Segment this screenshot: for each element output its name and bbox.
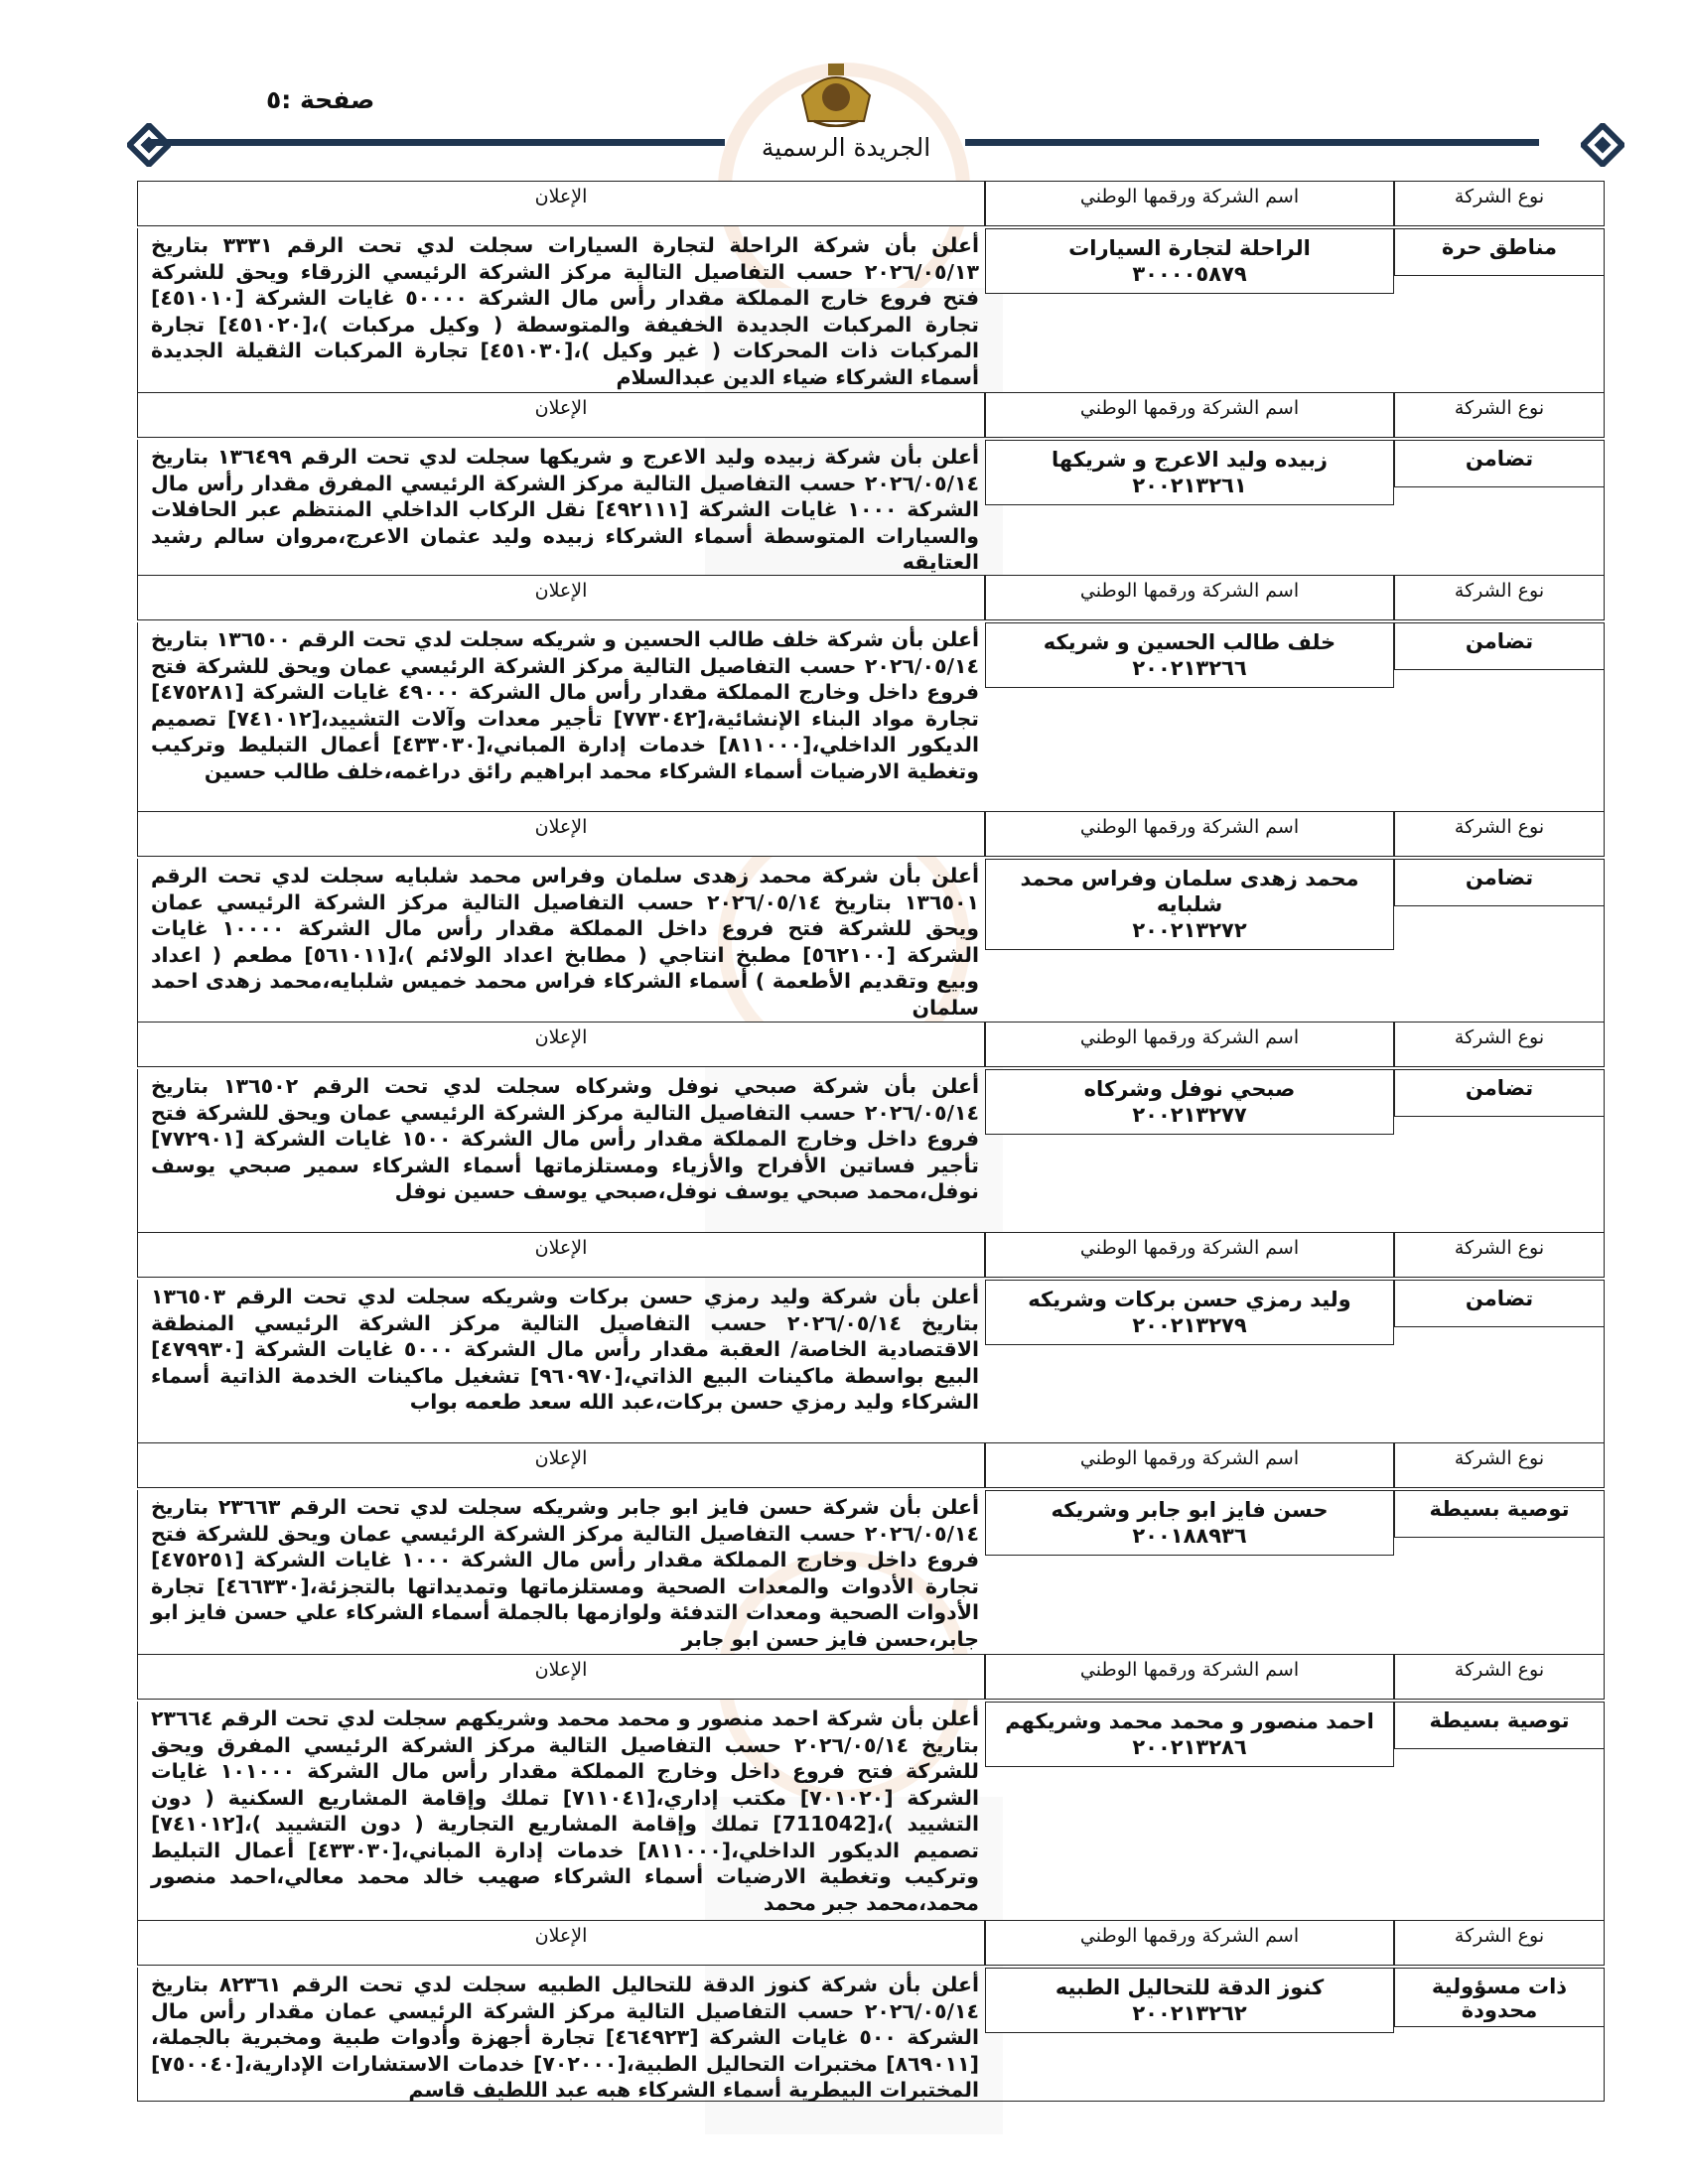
company-entry — [137, 1022, 1605, 1232]
company-entry — [137, 392, 1605, 575]
header-type: نوع الشركة — [1394, 181, 1605, 226]
header-announcement: الإعلان — [137, 181, 985, 226]
header-name: اسم الشركة ورقمها الوطني — [985, 1654, 1394, 1700]
national-number: ٣٠٠٠٠٥٨٧٩ — [1132, 262, 1247, 286]
announcement-text: أعلن بأن شركة كنوز الدقة للتحاليل الطبيه سجلت لدي تحت الرقم ٨٢٣٦١ بتاريخ ٢٠٢٦/٠٥/١٤ حسب التفاصيل التالية مركز الشركة الرئيسي عمان مقدار رأس مال الشركة ٥٠٠ غايات الشركة [٤٦٤٩٢٣] تجارة أجهزة وأدوات طبية ومخبرية بالجملة،[٨٦٩٠١١] مختبرات التحاليل الطبية،[٧٠٢٠٠٠] خدمات الاستشارات الإدارية،[٧٥٠٠٤٠] المختبرات البيطرية أسماء الشركاء هبه عبد اللطيف قاسم — [151, 1973, 980, 2102]
company-entry — [137, 1654, 1605, 1920]
header-type: نوع الشركة — [1394, 1920, 1605, 1966]
company-type: ذات مسؤولية محدودة — [1394, 1968, 1605, 2027]
company-name-text: حسن فايز ابو جابر وشريكه — [1051, 1498, 1329, 1522]
company-name — [985, 1968, 1394, 2033]
company-name — [985, 228, 1394, 294]
header-announcement: الإعلان — [137, 575, 985, 620]
company-entry — [137, 575, 1605, 811]
ornament-icon — [127, 123, 171, 167]
header-type: نوع الشركة — [1394, 575, 1605, 620]
announcement-text: أعلن بأن شركة محمد زهدى سلمان وفراس محمد شلبايه سجلت لدي تحت الرقم ١٣٦٥٠١ بتاريخ ٢٠٢٦/٠٥/١٤ حسب التفاصيل التالية مركز الشركة الرئيسي عمان ويحق للشركة فتح فروع داخل المملكة مقدار رأس مال الشركة ١٠٠٠٠ غايات الشركة [٥٦٢١٠٠] مطبخ انتاجي ( مطابخ اعداد الولائم )،[٥٦١٠١١] مطعم ( اعداد وبيع وتقديم الأطعمة ) أسماء الشركاء فراس محمد خميس شلبايه،محمد زهدى احمد سلمان — [151, 864, 979, 1020]
ornament-icon — [1581, 123, 1624, 167]
company-entry — [137, 181, 1605, 392]
company-name-text: صبحي نوفل وشركاه — [1083, 1077, 1296, 1101]
company-type: تضامن — [1394, 622, 1605, 670]
announcement-text: أعلن بأن شركة صبحي نوفل وشركاه سجلت لدي تحت الرقم ١٣٦٥٠٢ بتاريخ ٢٠٢٦/٠٥/١٤ حسب التفاصيل التالية مركز الشركة الرئيسي عمان ويحق للشركة فتح فروع داخل وخارج المملكة مقدار رأس مال الشركة ١٥٠٠ غايات الشركة [٧٧٢٩٠١] تأجير فساتين الأفراح والأزياء ومستلزماتها أسماء الشركاء سمير صبحي يوسف نوفل،محمد صبحي يوسف نوفل،صبحي يوسف حسين نوفل — [151, 1074, 979, 1203]
header-type: نوع الشركة — [1394, 811, 1605, 857]
header-name: اسم الشركة ورقمها الوطني — [985, 811, 1394, 857]
company-entry — [137, 1920, 1605, 2102]
company-name-text: احمد منصور و محمد محمد وشريكهم — [1005, 1709, 1374, 1733]
header-type: نوع الشركة — [1394, 1022, 1605, 1067]
national-number: ٢٠٠٢١٣٢٧٢ — [1132, 918, 1247, 942]
company-name — [985, 1069, 1394, 1135]
company-type: تضامن — [1394, 859, 1605, 906]
page-number: صفحة :٥ — [266, 85, 375, 114]
header-announcement: الإعلان — [137, 1022, 985, 1067]
header-type: نوع الشركة — [1394, 1232, 1605, 1278]
company-name — [985, 1702, 1394, 1767]
national-number: ٢٠٠٢١٣٢٦٢ — [1132, 2001, 1247, 2025]
header-announcement: الإعلان — [137, 1232, 985, 1278]
header-type: نوع الشركة — [1394, 392, 1605, 438]
header-announcement: الإعلان — [137, 811, 985, 857]
announcement-text: أعلن بأن شركة حسن فايز ابو جابر وشريكه سجلت لدي تحت الرقم ٢٣٦٦٣ بتاريخ ٢٠٢٦/٠٥/١٤ حسب التفاصيل التالية مركز الشركة الرئيسي عمان ويحق للشركة فتح فروع داخل وخارج المملكة مقدار رأس مال الشركة ١٠٠٠ غايات الشركة [٤٧٥٢٥١] تجارة الأدوات والمعدات الصحية ومستلزماتها وتمديداتها بالتجزئة،[٤٦٦٣٣٠] تجارة الأدوات الصحية ومعدات التدفئة ولوازمها بالجملة أسماء الشركاء علي حسن فايز ابو جابر،حسن فايز حسن ابو جابر — [151, 1495, 979, 1651]
header-name: اسم الشركة ورقمها الوطني — [985, 1442, 1394, 1488]
national-number: ٢٠٠٢١٣٢٨٦ — [1132, 1735, 1247, 1759]
company-type: توصية بسيطة — [1394, 1490, 1605, 1538]
company-name-text: محمد زهدى سلمان وفراس محمد شلبايه — [1020, 867, 1359, 916]
announcement-text: أعلن بأن شركة الراحلة لتجارة السيارات سجلت لدي تحت الرقم ٣٣٣١ بتاريخ ٢٠٢٦/٠٥/١٣ حسب التفاصيل التالية مركز الشركة الرئيسي الزرقاء ويحق للشركة فتح فروع خارج المملكة مقدار رأس مال الشركة ٥٠٠٠٠ غايات الشركة [٤٥١٠١٠] تجارة المركبات الجديدة الخفيفة والمتوسطة ( وكيل مركبات )،[٤٥١٠٢٠] تجارة المركبات ذات المحركات ( غير وكيل )،[٤٥١٠٣٠] تجارة المركبات الثقيلة الجديدة أسماء الشركاء ضياء الدين عبدالسلام — [151, 233, 980, 389]
announcement-text: أعلن بأن شركة احمد منصور و محمد محمد وشريكهم سجلت لدي تحت الرقم ٢٣٦٦٤ بتاريخ ٢٠٢٦/٠٥/١٤ حسب التفاصيل التالية مركز الشركة الرئيسي المفرق ويحق للشركة فتح فروع داخل وخارج المملكة مقدار رأس مال الشركة ١٠١٠٠٠ غايات الشركة [٧٠١٠٢٠] مكتب إداري،[٧١١٠٤١] تملك وإقامة المشاريع السكنية ( دون التشييد )،[711042] تملك وإقامة المشاريع التجارية ( دون التشييد )،[٧٤١٠١٢] تصميم الديكور الداخلي،[٨١١٠٠٠] خدمات إدارة المباني،[٤٣٣٠٣٠] أعمال التبليط وتركيب وتغطية الارضيات أسماء الشركاء صهيب خالد محمد معالي،احمد منصور محمد،محمد جبر محمد — [151, 1706, 980, 1915]
company-type: توصية بسيطة — [1394, 1702, 1605, 1749]
header-name: اسم الشركة ورقمها الوطني — [985, 1232, 1394, 1278]
company-name — [985, 1280, 1394, 1345]
header-announcement: الإعلان — [137, 1654, 985, 1700]
company-type: تضامن — [1394, 1069, 1605, 1117]
gazette-title: الجريدة الرسمية — [761, 133, 931, 162]
header-type: نوع الشركة — [1394, 1442, 1605, 1488]
national-number: ٢٠٠١٨٨٩٣٦ — [1132, 1524, 1247, 1548]
header-name: اسم الشركة ورقمها الوطني — [985, 1022, 1394, 1067]
national-number: ٢٠٠٢١٣٢٧٩ — [1132, 1313, 1247, 1337]
header-name: اسم الشركة ورقمها الوطني — [985, 1920, 1394, 1966]
announcement-text: أعلن بأن شركة زبيده وليد الاعرج و شريكها سجلت لدي تحت الرقم ١٣٦٤٩٩ بتاريخ ٢٠٢٦/٠٥/١٤ حسب التفاصيل التالية مركز الشركة الرئيسي المفرق مقدار رأس مال الشركة ١٠٠٠ غايات الشركة [٤٩٢١١١] نقل الركاب الداخلي المنتظم عبر الحافلات والسيارات المتوسطة أسماء الشركاء زبيده وليد عثمان الاعرج،مروان سالم رشيد العتايقه — [151, 445, 980, 574]
company-name-text: الراحلة لتجارة السيارات — [1068, 236, 1311, 260]
announcements-table — [137, 181, 1605, 2102]
company-name — [985, 440, 1394, 505]
company-name-text: كنوز الدقة للتحاليل الطبيه — [1055, 1976, 1325, 1999]
announcement-text: أعلن بأن شركة وليد رمزي حسن بركات وشريكه سجلت لدي تحت الرقم ١٣٦٥٠٣ بتاريخ ٢٠٢٦/٠٥/١٤ حسب التفاصيل التالية مركز الشركة الرئيسي المنطقة الاقتصادية الخاصة/ العقبة مقدار رأس مال الشركة ٥٠٠٠ غايات الشركة [٤٧٩٩٣٠] البيع بواسطة ماكينات البيع الذاتي،[٩٦٠٩٧٠] تشغيل ماكينات الخدمة الذاتية أسماء الشركاء وليد رمزي حسن بركات،عبد الله سعد طعمه بواب — [151, 1285, 980, 1414]
header-announcement: الإعلان — [137, 392, 985, 438]
company-name-text: وليد رمزي حسن بركات وشريكه — [1028, 1288, 1351, 1311]
company-type: تضامن — [1394, 440, 1605, 487]
header-name: اسم الشركة ورقمها الوطني — [985, 181, 1394, 226]
national-number: ٢٠٠٢١٣٢٧٧ — [1132, 1103, 1247, 1127]
header-name: اسم الشركة ورقمها الوطني — [985, 575, 1394, 620]
company-name-text: خلف طالب الحسين و شريكه — [1043, 630, 1336, 654]
company-entry — [137, 1232, 1605, 1442]
header-announcement: الإعلان — [137, 1442, 985, 1488]
national-number: ٢٠٠٢١٣٢٦٦ — [1132, 656, 1247, 680]
header-rule — [149, 139, 725, 146]
company-type: تضامن — [1394, 1280, 1605, 1327]
announcement-text: أعلن بأن شركة خلف طالب الحسين و شريكه سجلت لدي تحت الرقم ١٣٦٥٠٠ بتاريخ ٢٠٢٦/٠٥/١٤ حسب التفاصيل التالية مركز الشركة الرئيسي عمان ويحق للشركة فتح فروع داخل وخارج المملكة مقدار رأس مال الشركة ٤٩٠٠٠ غايات الشركة [٤٧٥٢٨١] تجارة مواد البناء الإنشائية،[٧٧٣٠٤٢] تأجير معدات وآلات التشييد،[٧٤١٠١٢] تصميم الديكور الداخلي،[٨١١٠٠٠] خدمات إدارة المباني،[٤٣٣٠٣٠] أعمال التبليط وتركيب وتغطية الارضيات أسماء الشركاء محمد ابراهيم رائق دراغمه،خلف طالب حسين — [151, 627, 980, 783]
company-entry — [137, 1442, 1605, 1654]
company-name — [985, 1490, 1394, 1556]
header-type: نوع الشركة — [1394, 1654, 1605, 1700]
header-rule — [965, 139, 1539, 146]
header-announcement: الإعلان — [137, 1920, 985, 1966]
company-name-text: زبيده وليد الاعرج و شريكها — [1052, 448, 1328, 472]
company-type: مناطق حرة — [1394, 228, 1605, 276]
header-name: اسم الشركة ورقمها الوطني — [985, 392, 1394, 438]
company-name — [985, 622, 1394, 688]
company-entry — [137, 811, 1605, 1022]
coat-of-arms-icon — [794, 56, 878, 127]
national-number: ٢٠٠٢١٣٢٦١ — [1132, 474, 1247, 497]
company-name — [985, 859, 1394, 950]
